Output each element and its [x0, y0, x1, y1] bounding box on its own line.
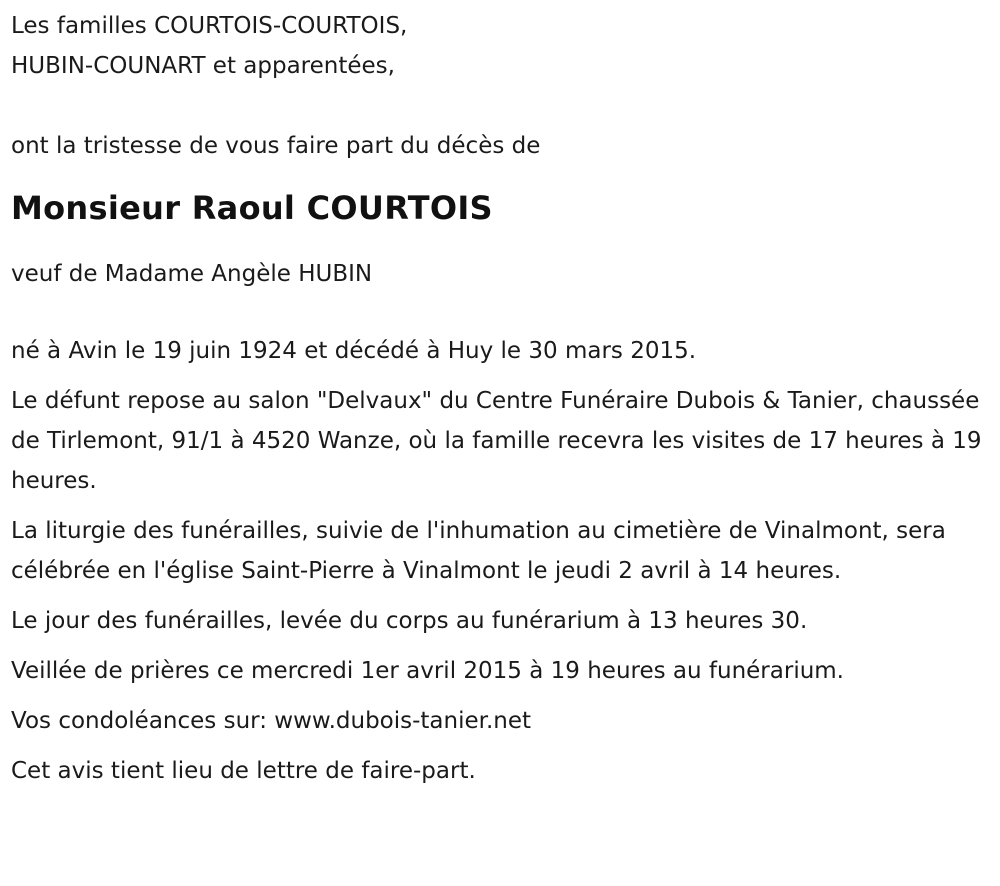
spacer: [11, 294, 996, 331]
spacer: [11, 591, 996, 601]
families-line-2: HUBIN-COUNART et apparentées,: [11, 53, 395, 79]
deceased-name: Monsieur Raoul COURTOIS: [11, 189, 493, 227]
spacer: [11, 691, 996, 701]
death-notice: [11, 0, 996, 791]
families-line-1: Les familles COURTOIS-COURTOIS,: [11, 13, 408, 39]
spacer: [11, 641, 996, 651]
condolences-paragraph: Vos condoléances sur: www.dubois-tanier.net: [11, 708, 532, 734]
birth-death-paragraph: né à Avin le 19 juin 1924 et décédé à Huy le 30 mars 2015.: [11, 338, 697, 364]
spacer: [11, 501, 996, 511]
announcement-text: ont la tristesse de vous faire part du décès de: [11, 133, 541, 159]
spacer: [11, 741, 996, 751]
spacer: [11, 371, 996, 381]
spacer: [11, 86, 996, 126]
liturgy-paragraph: La liturgie des funérailles, suivie de l'inhumation au cimetière de Vinalmont, sera célébrée en l'église Saint-Pierre à Vinalmont le jeudi 2 avril à 14 heures.: [11, 518, 946, 584]
spacer: [11, 232, 996, 254]
vigil-paragraph: Veillée de prières ce mercredi 1er avril 2015 à 19 heures au funérarium.: [11, 658, 844, 684]
closing-paragraph: Cet avis tient lieu de lettre de faire-part.: [11, 758, 476, 784]
widow-of-text: veuf de Madame Angèle HUBIN: [11, 261, 373, 287]
procession-paragraph: Le jour des funérailles, levée du corps au funérarium à 13 heures 30.: [11, 608, 808, 634]
rest-paragraph: Le défunt repose au salon "Delvaux" du Centre Funéraire Dubois & Tanier, chaussée de Tirlemont, 91/1 à 4520 Wanze, où la famille recevra les visites de 17 heures à 19 heures.: [11, 388, 982, 494]
